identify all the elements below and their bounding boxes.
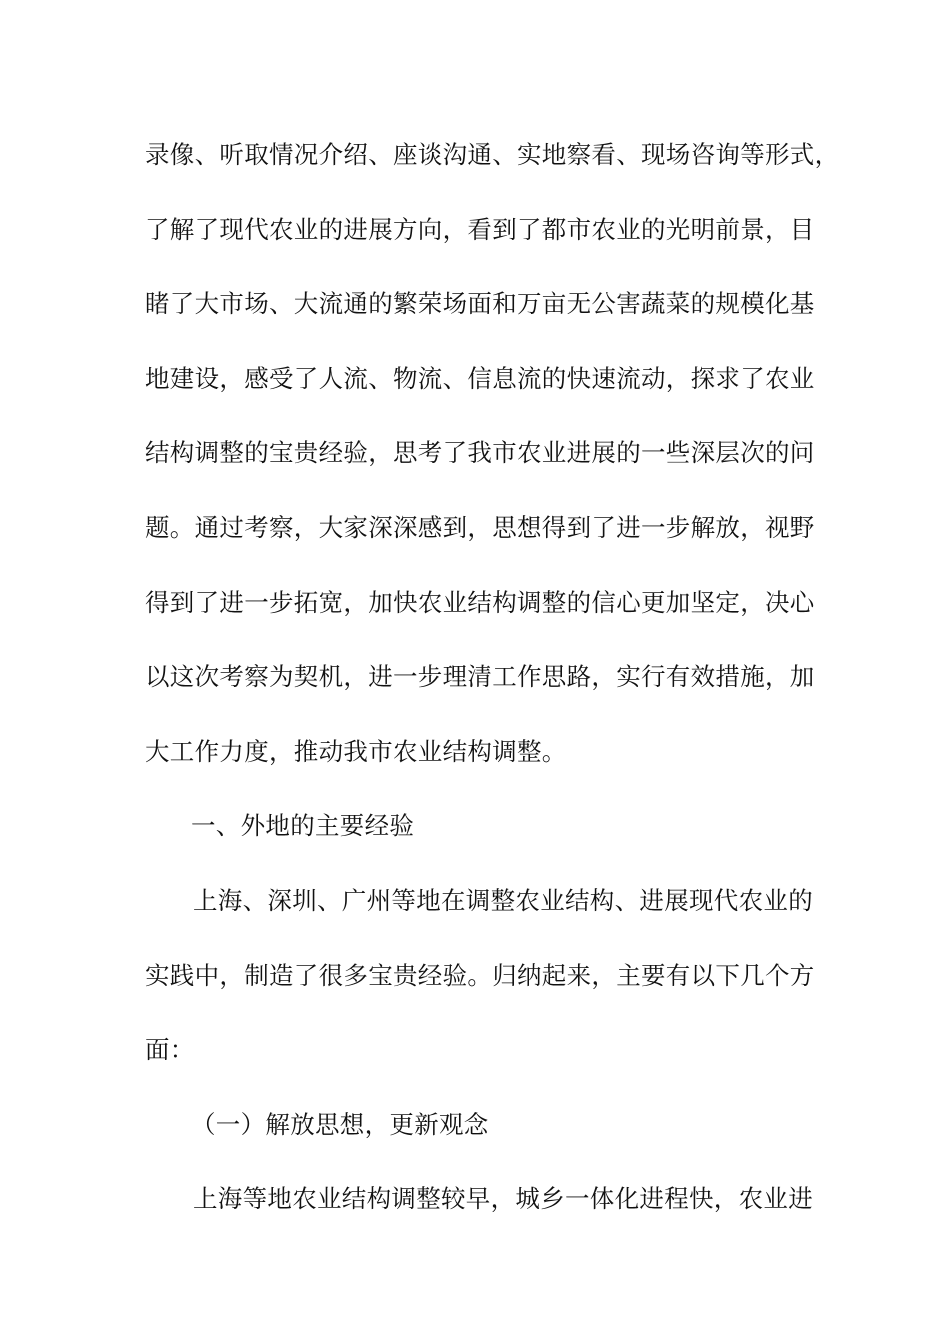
paragraph-line: 上海、深圳、广州等地在调整农业结构、进展现代农业的 [193,885,813,915]
document-body [145,131,840,1250]
paragraph-line: 上海等地农业结构调整较早，城乡一体化进程快，农业进 [193,1184,813,1214]
paragraph-line: 题。通过考察，大家深深感到，思想得到了进一步解放，视野 [145,512,815,542]
paragraph-line: 以这次考察为契机，进一步理清工作思路，实行有效措施，加 [145,662,815,692]
paragraph-line: 睹了大市场、大流通的繁荣场面和万亩无公害蔬菜的规模化基 [145,289,815,319]
section-heading: 一、外地的主要经验 [191,811,415,841]
paragraph-line: 实践中，制造了很多宝贵经验。归纳起来，主要有以下几个方 [145,960,815,990]
paragraph-line: 大工作力度，推动我市农业结构调整。 [145,736,567,766]
paragraph-line: 地建设，感受了人流、物流、信息流的快速流动，探求了农业 [145,363,815,393]
paragraph-line: 了解了现代农业的进展方向，看到了都市农业的光明前景，目 [145,214,815,244]
paragraph-line: 录像、听取情况介绍、座谈沟通、实地察看、现场咨询等形式， [145,140,840,169]
paragraph-line: 得到了进一步拓宽，加快农业结构调整的信心更加坚定，决心 [145,587,815,617]
subsection-heading: （一）解放思想，更新观念 [191,1109,489,1139]
paragraph-line: 面： [145,1035,195,1065]
paragraph-line: 结构调整的宝贵经验，思考了我市农业进展的一些深层次的问 [145,438,815,468]
